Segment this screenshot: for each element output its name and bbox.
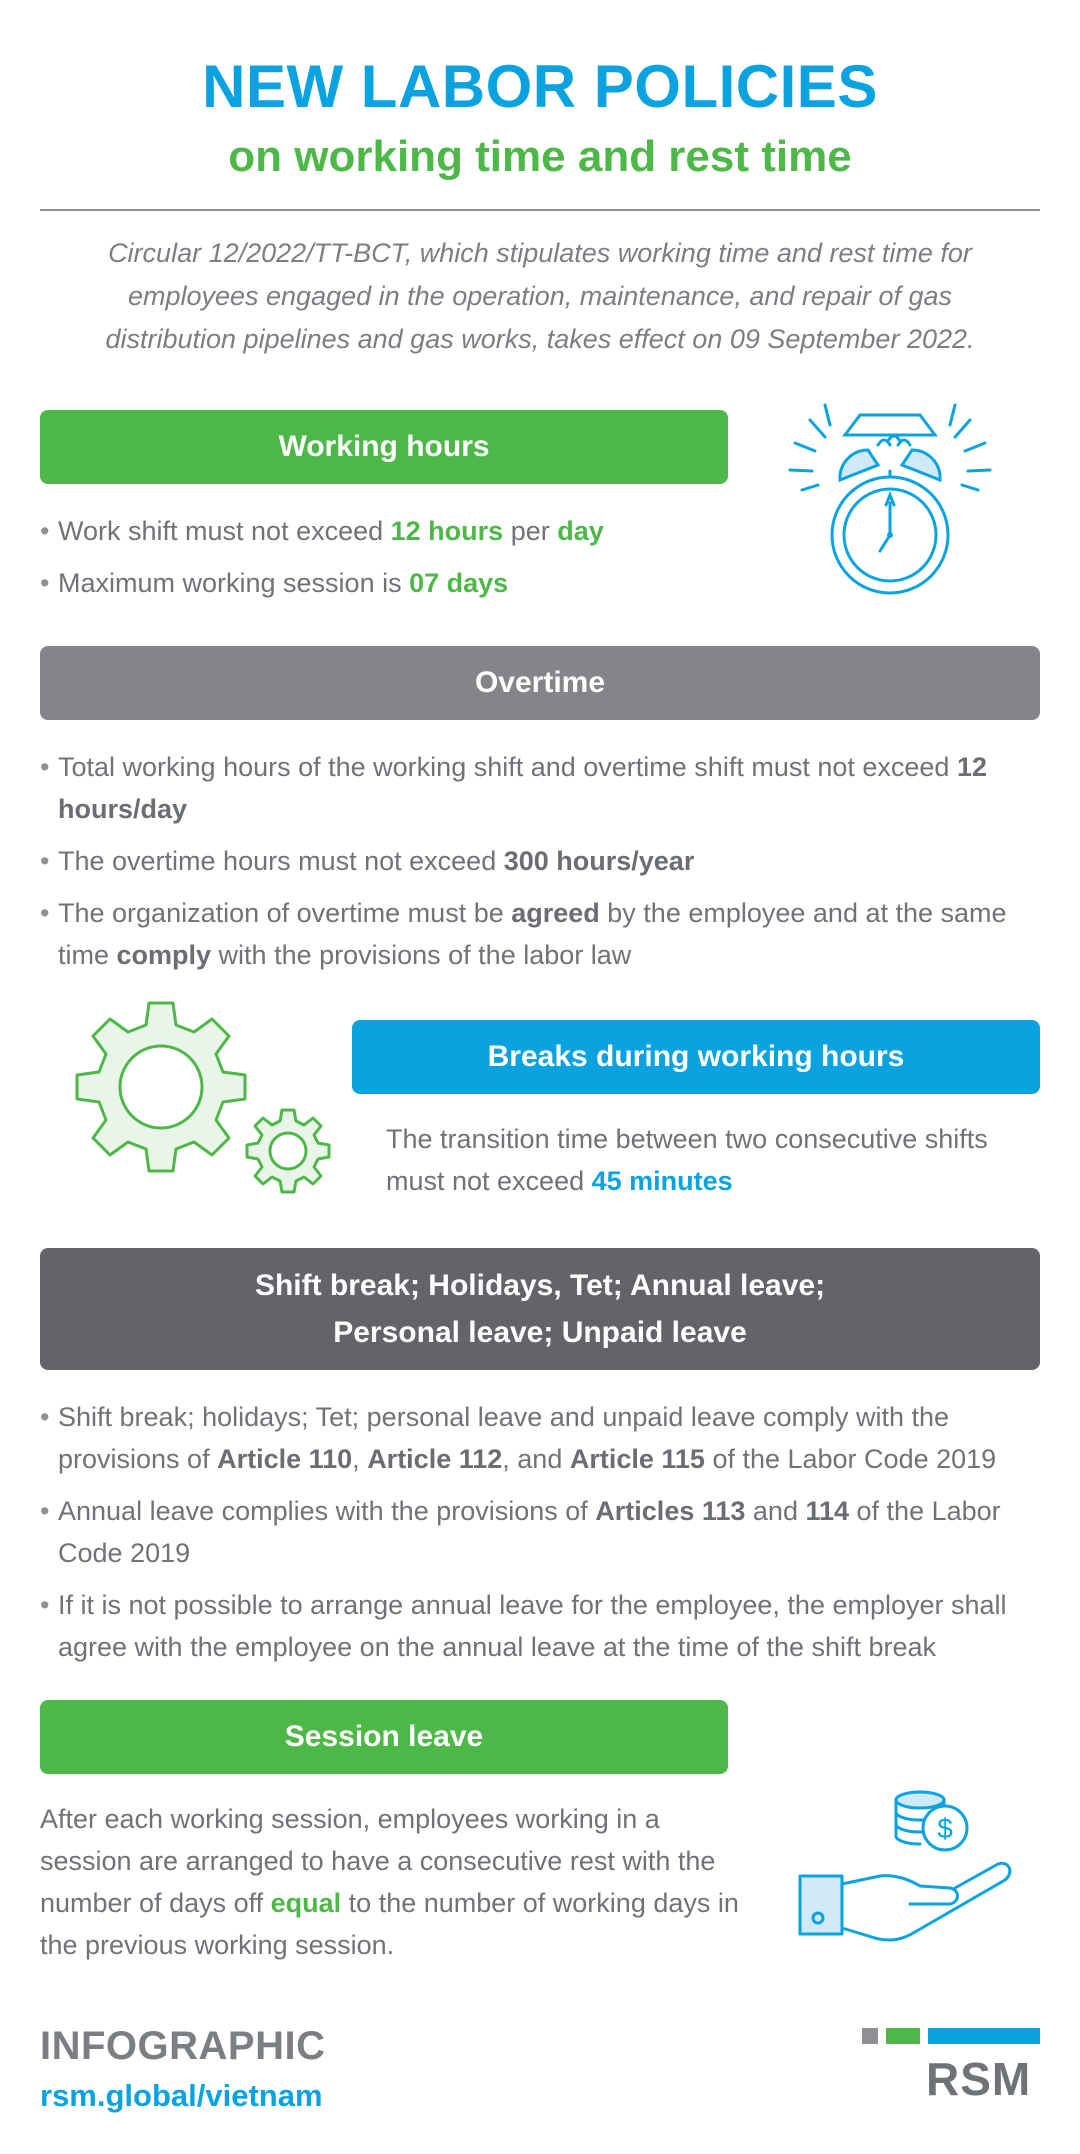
- session-leave-text: After each working session, employees working in a session are arranged to have a consecutive rest with the number of days off equal to the number of working days in the previous working session.: [40, 1804, 739, 1960]
- breaks-text: The transition time between two consecutive shifts must not exceed 45 minutes: [386, 1124, 988, 1196]
- list-item: • The overtime hours must not exceed 300 hours/year: [40, 840, 1030, 882]
- list-item: • If it is not possible to arrange annual leave for the employee, the employer shall agree with the employee on the annual leave at the time of the shift break: [40, 1584, 1050, 1668]
- leave-heading-line2: Personal leave; Unpaid leave: [333, 1316, 747, 1349]
- leave-heading: [40, 1248, 1040, 1370]
- svg-text:$: $: [937, 1813, 953, 1844]
- overtime-heading: Overtime: [40, 646, 1040, 720]
- breaks-heading: Breaks during working hours: [352, 1020, 1040, 1094]
- list-item: • The organization of overtime must be agreed by the employee and at the same time comply with the provisions of the labor law: [40, 892, 1030, 976]
- hand-coins-icon: [790, 1780, 1030, 1960]
- list-item: • Work shift must not exceed 12 hours per day: [40, 510, 740, 552]
- header-divider: [40, 209, 1040, 211]
- gears-icon: [60, 995, 340, 1205]
- leave-list: [40, 1396, 1050, 1668]
- logo-bar-green: [886, 2028, 920, 2044]
- alarm-clock-icon: [770, 395, 1010, 605]
- list-item: • Maximum working session is 07 days: [40, 562, 740, 604]
- footer-url[interactable]: rsm.global/vietnam: [40, 2078, 323, 2113]
- logo-bar-gray: [862, 2028, 878, 2044]
- working-hours-list: [40, 510, 740, 604]
- list-item: • Total working hours of the working shift and overtime shift must not exceed 12 hours/day: [40, 746, 1030, 830]
- working-hours-heading: Working hours: [40, 410, 728, 484]
- footer-label: INFOGRAPHIC: [40, 2024, 326, 2068]
- list-item: • Shift break; holidays; Tet; personal leave and unpaid leave comply with the provisions of Article 110, Article 112, and Article 115 of the Labor Code 2019: [40, 1396, 1050, 1480]
- overtime-list: [40, 746, 1030, 976]
- logo-bar-blue: [928, 2028, 1040, 2044]
- session-leave-heading: Session leave: [40, 1700, 728, 1774]
- intro-text: Circular 12/2022/TT-BCT, which stipulates working time and rest time for employees engaged in the operation, maintenance, and repair of gas distribution pipelines and gas works, takes effect on 09 September 2022.: [105, 238, 975, 354]
- leave-heading-line1: Shift break; Holidays, Tet; Annual leave;: [254, 1269, 826, 1302]
- page-subtitle: on working time and rest time: [228, 132, 852, 181]
- list-item: • Annual leave complies with the provisions of Articles 113 and 114 of the Labor Code 2019: [40, 1490, 1050, 1574]
- rsm-logo: RSM: [926, 2053, 1032, 2105]
- page-title: NEW LABOR POLICIES: [202, 53, 878, 120]
